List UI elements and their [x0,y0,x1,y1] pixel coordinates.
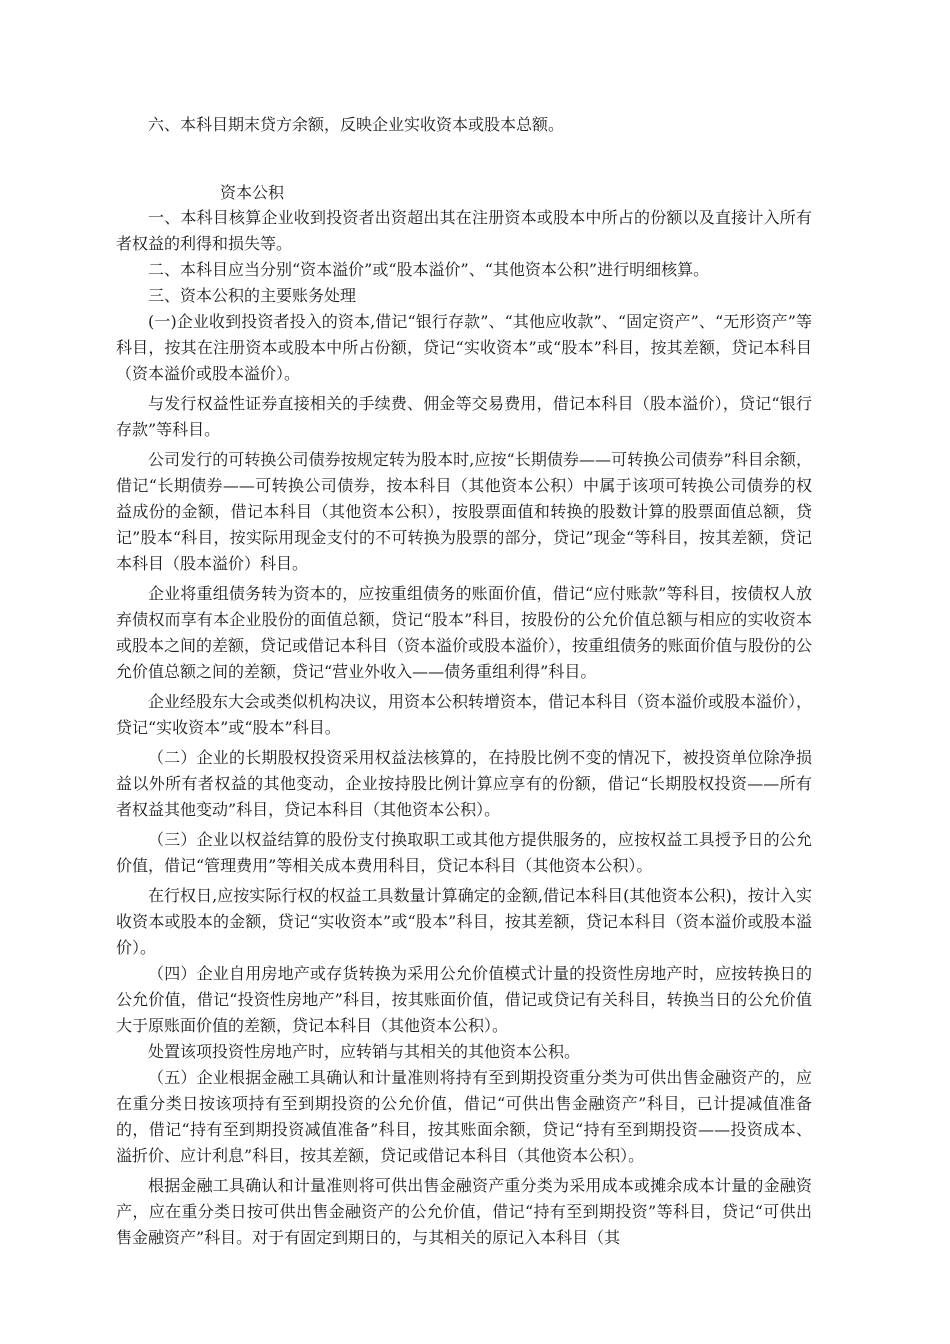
paragraph-transaction-fees: 与发行权益性证券直接相关的手续费、佣金等交易费用，借记本科目（股本溢价），贷记“银行存款”等科目。 [116,394,812,439]
paragraph-disposal: 处置该项投资性房地产时，应转销与其相关的其他资本公积。 [148,1042,581,1061]
document-body [116,111,812,1251]
paragraph-main-entries-heading: 三、资本公积的主要账务处理 [148,286,357,305]
section-title: 资本公积 [220,183,285,202]
paragraph-item-3: （三）企业以权益结算的股份支付换取职工或其他方提供服务的，应按权益工具授予日的公允价值，借记“管理费用”等相关成本费用科目，贷记本科目（其他资本公积）。 [116,830,812,875]
paragraph-scope: 一、本科目核算企业收到投资者出资超出其在注册资本或股本中所占的份额以及直接计入所有者权益的利得和损失等。 [116,208,812,253]
paragraph-convertible-bonds: 公司发行的可转换公司债券按规定转为股本时,应按“长期债券——可转换公司债券”科目余额，借记“长期债券——可转换公司债券，按本科目（其他资本公积）中属于该项可转换公司债券的权益成份的金额，借记本科目（其他资本公积），按股票面值和转换的股数计算的股票面值总额，贷记”股本“科目，按实际用现金支付的不可转换为股票的部分，贷记”现金“等科目，按其差额，贷记本科目（股本溢价）科目。 [116,450,812,573]
item-six-paragraph: 六、本科目期末贷方余额，反映企业实收资本或股本总额。 [148,115,565,134]
paragraph-detail-accounts: 二、本科目应当分别“资本溢价”或“股本溢价”、“其他资本公积”进行明细核算。 [148,260,710,279]
paragraph-item-5: （五）企业根据金融工具确认和计量准则将持有至到期投资重分类为可供出售金融资产的，应在重分类日按该项持有至到期投资的公允价值，借记“可供出售金融资产”科目，已计提减值准备的，借记“持有至到期投资减值准备”科目，按其账面余额，贷记“持有至到期投资——投资成本、溢折价、应计利息”科目，按其差额，贷记或借记本科目（其他资本公积）。 [116,1068,812,1165]
paragraph-capital-increase: 企业经股东大会或类似机构决议，用资本公积转增资本，借记本科目（资本溢价或股本溢价），贷记“实收资本”或“股本”科目。 [116,692,813,737]
paragraph-debt-restructuring: 企业将重组债务转为资本的，应按重组债务的账面价值，借记“应付账款”等科目，按债权人放弃债权而享有本企业股份的面值总额，贷记“股本”科目，按股份的公允价值总额与相应的实收资本或股本之间的差额，贷记或借记本科目（资本溢价或股本溢价），按重组债务的账面价值与股份的公允价值总额之间的差额，贷记“营业外收入——债务重组利得”科目。 [116,584,813,681]
paragraph-reclassification: 根据金融工具确认和计量准则将可供出售金融资产重分类为采用成本或摊余成本计量的金融资产，应在重分类日按可供出售金融资产的公允价值，借记“持有至到期投资”等科目，贷记“可供出售金融资产”科目。对于有固定到期日的，与其相关的原记入本科目（其 [116,1176,812,1247]
paragraph-item-4: （四）企业自用房地产或存货转换为采用公允价值模式计量的投资性房地产时，应按转换日的公允价值，借记“投资性房地产”科目，按其账面价值，借记或贷记有关科目，转换当日的公允价值大于原账面价值的差额，贷记本科目（其他资本公积）。 [116,964,812,1035]
paragraph-item-1: (一)企业收到投资者投入的资本,借记“银行存款”、“其他应收款”、“固定资产”、“无形资产”等科目，按其在注册资本或股本中所占份额，贷记“实收资本”或“股本”科目，按其差额，贷记本科目（资本溢价或股本溢价）。 [116,312,812,383]
paragraph-item-2: （二）企业的长期股权投资采用权益法核算的，在持股比例不变的情况下，被投资单位除净损益以外所有者权益的其他变动，企业按持股比例计算应享有的份额，借记“长期股权投资——所有者权益其他变动”科目，贷记本科目（其他资本公积）。 [116,748,812,819]
paragraph-exercise-date: 在行权日,应按实际行权的权益工具数量计算确定的金额,借记本科目(其他资本公积)，按计入实收资本或股本的金额，贷记“实收资本”或“股本”科目，按其差额，贷记本科目（资本溢价或股本溢价）。 [116,886,812,957]
